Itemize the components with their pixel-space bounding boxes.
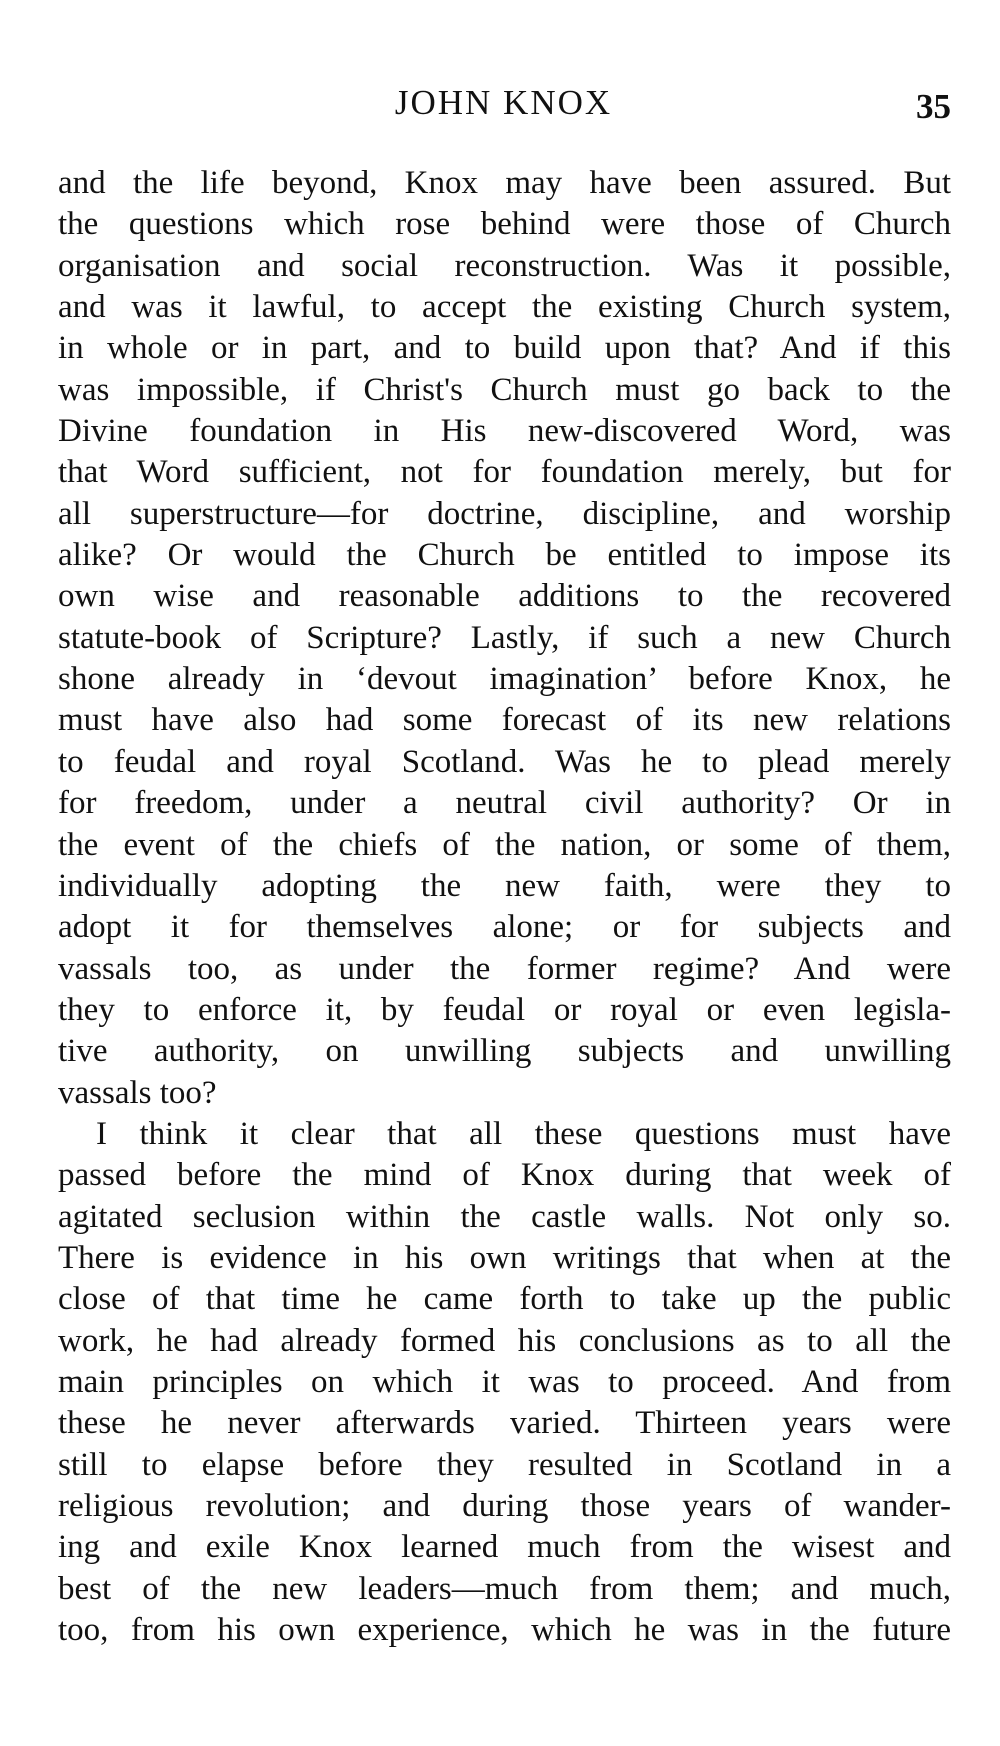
text-line: the questions which rose behind were those of Church <box>58 206 951 243</box>
text-line: statute-book of Scripture? Lastly, if such a new Church <box>58 619 951 656</box>
text-line: close of that time he came forth to take up the public <box>58 1281 951 1318</box>
text-line: own wise and reasonable additions to the recovered <box>58 578 951 615</box>
text-line: work, he had already formed his conclusions as to all the <box>58 1322 951 1359</box>
text-line: they to enforce it, by feudal or royal or even legisla- <box>58 991 951 1028</box>
text-line: shone already in ‘devout imagination’ before Knox, he <box>58 661 951 698</box>
text-line: adopt it for themselves alone; or for subjects and <box>58 909 951 946</box>
text-line: must have also had some forecast of its new relations <box>58 702 951 739</box>
text-line: passed before the mind of Knox during that week of <box>58 1157 951 1194</box>
text-line: religious revolution; and during those years of wander- <box>58 1488 951 1524</box>
text-line: individually adopting the new faith, were they to <box>58 867 951 904</box>
text-line: these he never afterwards varied. Thirteen years were <box>58 1405 951 1442</box>
text-line: agitated seclusion within the castle walls. Not only so. <box>58 1198 951 1235</box>
running-head <box>56 78 951 128</box>
page-number: 35 <box>916 87 951 126</box>
text-line: main principles on which it was to proceed. And from <box>58 1363 951 1400</box>
text-line: for freedom, under a neutral civil authority? Or in <box>58 785 951 822</box>
text-line: There is evidence in his own writings that when at the <box>58 1239 951 1276</box>
text-line: to feudal and royal Scotland. Was he to plead merely <box>58 743 951 780</box>
text-line: that Word sufficient, not for foundation merely, but for <box>58 454 951 491</box>
running-title: JOHN KNOX <box>394 83 613 122</box>
text-line: and the life beyond, Knox may have been assured. But <box>58 165 951 201</box>
body-text <box>58 163 951 1651</box>
text-line: and was it lawful, to accept the existing Church system, <box>58 289 951 326</box>
text-line: too, from his own experience, which he was in the future <box>58 1612 951 1649</box>
paragraph-end-line: vassals too? <box>58 1074 217 1111</box>
text-line: alike? Or would the Church be entitled to impose its <box>58 537 951 574</box>
text-line: in whole or in part, and to build upon that? And if this <box>58 330 951 367</box>
text-line: the event of the chiefs of the nation, or some of them, <box>58 826 951 863</box>
text-line: was impossible, if Christ's Church must go back to the <box>58 371 951 408</box>
text-line: vassals too, as under the former regime? And were <box>58 950 951 987</box>
text-line: best of the new leaders—much from them; and much, <box>58 1570 951 1607</box>
text-line: still to elapse before they resulted in Scotland in a <box>58 1446 951 1483</box>
text-line: Divine foundation in His new-discovered Word, was <box>58 413 951 450</box>
text-line: ing and exile Knox learned much from the wisest and <box>58 1529 951 1566</box>
paragraph-start-line: I think it clear that all these questions must have <box>96 1115 951 1152</box>
text-line: all superstructure—for doctrine, discipline, and worship <box>58 495 951 532</box>
text-line: organisation and social reconstruction. Was it possible, <box>58 247 951 284</box>
text-line: tive authority, on unwilling subjects and unwilling <box>58 1033 951 1070</box>
